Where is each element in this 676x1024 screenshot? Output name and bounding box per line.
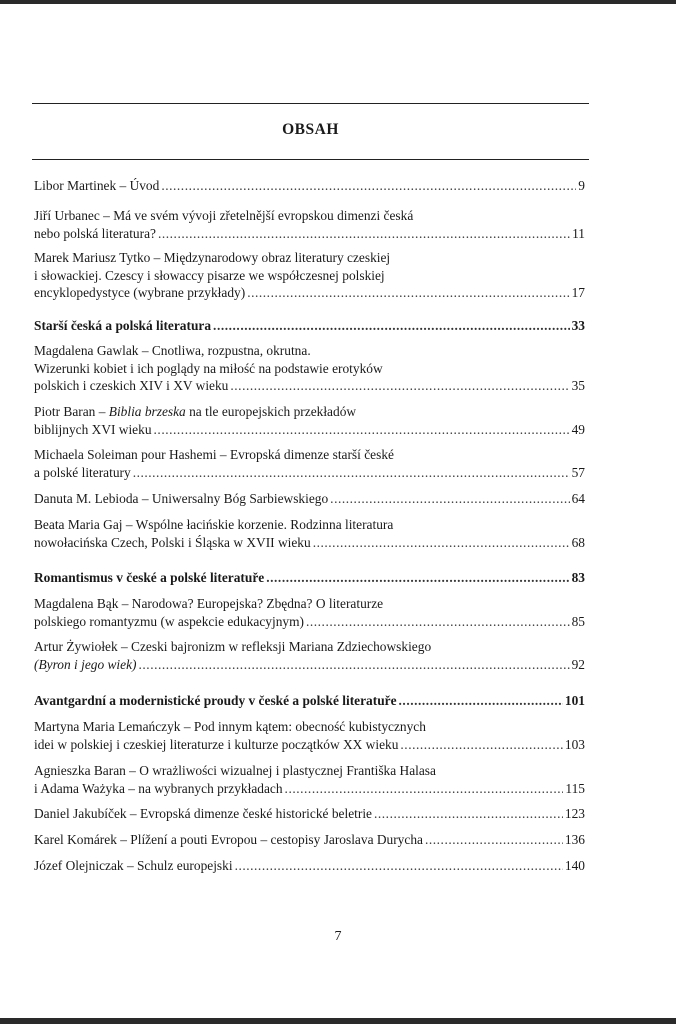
- section-title: Starší česká a polská literatura: [34, 318, 212, 333]
- toc-page-number: 17: [571, 285, 585, 300]
- toc-page-number: 35: [571, 378, 585, 393]
- toc-entry-text: Danuta M. Lebioda – Uniwersalny Bóg Sarbiewskiego: [34, 491, 329, 506]
- toc-page-number: 83: [571, 570, 585, 585]
- leader-dots: [158, 225, 570, 243]
- toc-entry-text: (Byron i jego wiek): [34, 656, 137, 672]
- toc-page-number: 11: [572, 225, 585, 241]
- toc-entry-text: Libor Martinek – Úvod: [34, 178, 160, 193]
- title-rule: [32, 159, 589, 160]
- toc-entry-text: polskiego romantyzmu (w aspekcie edukacyjnym): [34, 613, 304, 629]
- leader-dots: [306, 613, 570, 631]
- toc-page-number: 103: [564, 736, 585, 752]
- toc-page-number: 57: [571, 464, 585, 480]
- leader-dots: [139, 656, 570, 674]
- leader-dots: [213, 317, 570, 335]
- scan-top-edge: [0, 0, 676, 4]
- toc-entry-text: Beata Maria Gaj – Wspólne łacińskie korzenie. Rodzinna literatura: [34, 517, 394, 532]
- toc-page-number: 64: [571, 491, 585, 506]
- toc-entry-text: Magdalena Gawlak – Cnotliwa, rozpustna, okrutna.: [34, 343, 311, 358]
- toc-entry-text: Agnieszka Baran – O wrażliwości wizualnej i plastycznej Františka Halasa: [34, 763, 436, 778]
- leader-dots: [330, 490, 569, 508]
- toc-page-number: 92: [571, 656, 585, 672]
- toc-entry: [34, 177, 585, 195]
- toc-entry-text: Magdalena Bąk – Narodowa? Europejska? Zbędna? O literaturze: [34, 596, 384, 611]
- leader-dots: [161, 177, 576, 195]
- leader-dots: [285, 780, 564, 798]
- toc-entry: [34, 249, 585, 302]
- toc-entry-text: Daniel Jakubíček – Evropská dimenze české historické beletrie: [34, 806, 372, 821]
- toc-page-number: 68: [571, 534, 585, 550]
- toc-page-number: 85: [571, 613, 585, 629]
- toc-page-number: 33: [571, 318, 585, 333]
- page-number: 7: [334, 929, 342, 944]
- toc-entry: [34, 516, 585, 551]
- toc-entry-text: Marek Mariusz Tytko – Międzynarodowy obraz literatury czeskiej: [34, 250, 391, 265]
- toc-entry-text: encyklopedystyce (wybrane przykłady): [34, 285, 246, 300]
- leader-dots: [400, 736, 563, 754]
- leader-dots: [313, 534, 570, 552]
- toc-entry-text: Karel Komárek – Plížení a pouti Evropou – cestopisy Jaroslava Durycha: [34, 832, 423, 847]
- scan-bottom-edge: [0, 1018, 676, 1024]
- toc-entry: [34, 446, 585, 481]
- leader-dots: [266, 569, 569, 587]
- toc-section-heading: [34, 569, 585, 587]
- toc-page-number: 115: [565, 780, 585, 796]
- toc-entry-text: Józef Olejniczak – Schulz europejski: [34, 858, 233, 873]
- toc-entry: [34, 718, 585, 753]
- toc-entry-text: Piotr Baran – Biblia brzeska na tle europejskich przekładów: [34, 404, 357, 419]
- toc-entry-text: a polské literatury: [34, 464, 131, 480]
- toc-entry: [34, 805, 585, 823]
- toc-section-heading: [34, 317, 585, 335]
- toc-entry: [34, 762, 585, 797]
- toc-entry: [34, 207, 585, 242]
- toc-entry-text: i Adama Ważyka – na wybranych przykładach: [34, 780, 283, 796]
- toc-entry-text: nebo polská literatura?: [34, 225, 156, 241]
- leader-dots: [247, 284, 569, 302]
- leader-dots: [235, 857, 563, 875]
- toc-section-heading: [34, 692, 585, 710]
- leader-dots: [230, 377, 569, 395]
- section-title: Avantgardní a modernistické proudy v české a polské literatuře: [34, 693, 397, 708]
- toc-entry: [34, 857, 585, 875]
- leader-dots: [374, 805, 563, 823]
- toc-page-number: 123: [564, 806, 585, 821]
- toc-entry-text: polskich i czeskich XIV i XV wieku: [34, 378, 229, 393]
- toc-entry-text: idei w polskiej i czeskiej literaturze i kulturze początków XX wieku: [34, 736, 399, 752]
- toc-entry-text: Artur Żywiołek – Czeski bajronizm w refleksji Mariana Zdziechowskiego: [34, 639, 432, 654]
- toc-entry-text: nowołacińska Czech, Polski i Śląska w XVII wieku: [34, 534, 311, 550]
- toc-entry-text: i słowackiej. Czescy i słowaccy pisarze we współczesnej polskiej: [34, 267, 385, 283]
- leader-dots: [425, 831, 563, 849]
- toc-entry: [34, 638, 585, 673]
- toc-page-number: 49: [571, 421, 585, 437]
- leader-dots: [133, 464, 570, 482]
- toc-page-number: 9: [578, 178, 585, 193]
- toc-page-number: 140: [564, 858, 585, 873]
- toc-entry: [34, 595, 585, 630]
- top-rule: [32, 103, 589, 104]
- toc-page-number: 101: [564, 693, 585, 708]
- toc-entry: [34, 342, 585, 395]
- section-title: Romantismus v české a polské literatuře: [34, 570, 265, 585]
- toc-entry-text: Wizerunki kobiet i ich poglądy na miłość na podstawie erotyków: [34, 360, 383, 376]
- toc-entry-text: Michaela Soleiman pour Hashemi – Evropská dimenze starší české: [34, 447, 394, 462]
- page-title: OBSAH: [282, 121, 339, 138]
- toc-entry: [34, 831, 585, 849]
- toc-entry: [34, 403, 585, 438]
- toc-entry-text: Martyna Maria Lemańczyk – Pod innym kątem: obecność kubistycznych: [34, 719, 426, 734]
- leader-dots: [154, 421, 570, 439]
- toc-entry-text: biblijnych XVI wieku: [34, 421, 152, 437]
- book-title-italic: Biblia brzeska: [108, 404, 186, 419]
- toc-page-number: 136: [564, 832, 585, 847]
- toc-entry: [34, 490, 585, 508]
- leader-dots: [399, 692, 563, 710]
- toc-entry-text: Jiří Urbanec – Má ve svém vývoji zřetelnější evropskou dimenzi česká: [34, 208, 414, 223]
